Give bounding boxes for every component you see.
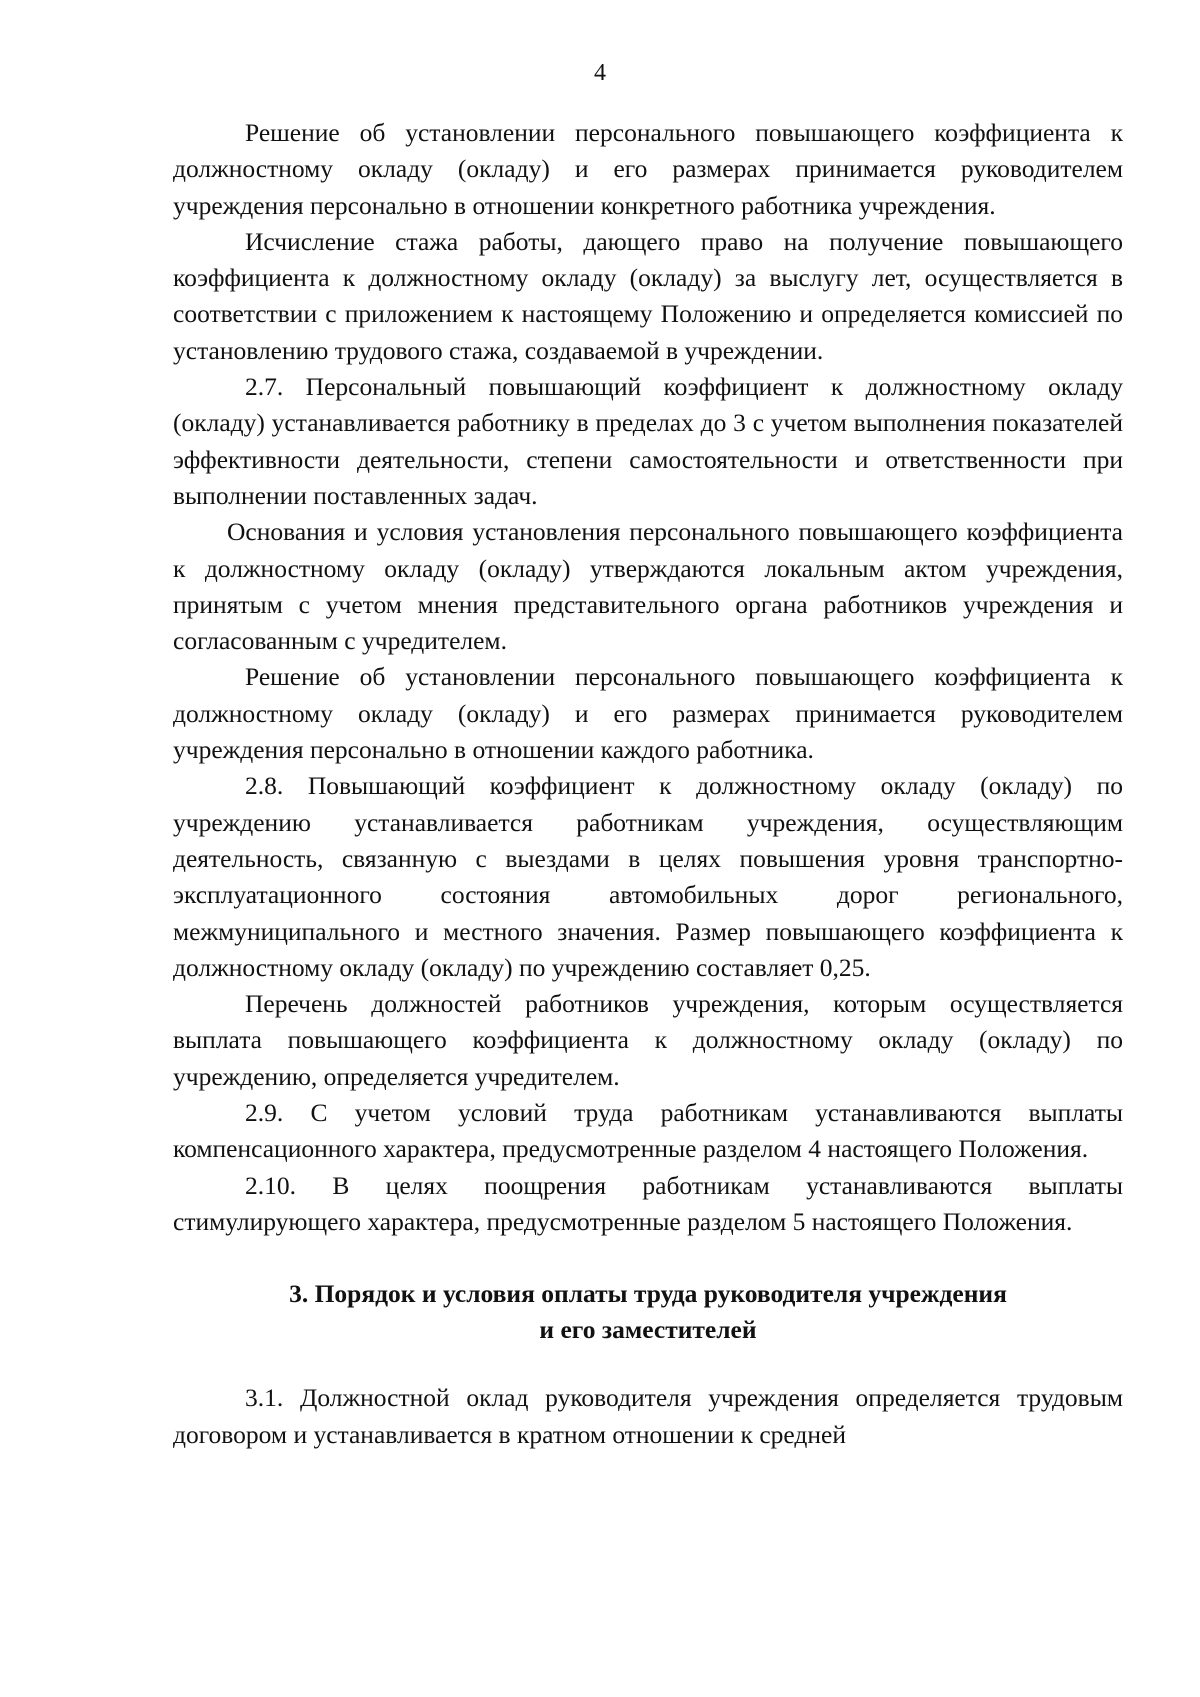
section-3-heading-line-2: и его заместителей <box>539 1315 757 1345</box>
paragraph-decision-each-worker: Решение об установлении персонального повышающего коэффициента к должностному окладу (окладу) и его размерах принимается руководителем учреждения персонально в отношении каждого работника. <box>173 662 1123 765</box>
page-number: 4 <box>594 60 606 86</box>
paragraph-2-8: 2.8. Повышающий коэффициент к должностному окладу (окладу) по учреждению устанавливается работникам учреждения, осуществляющим деятельность, связанную с выездами в целях повышения уровня транспортно-эксплуатационного состояния автомобильных дорог регионального, межмуниципального и местного значения. Размер повышающего коэффициента к должностному окладу (окладу) по учреждению составляет 0,25. <box>173 771 1123 982</box>
document-body <box>173 115 1123 1453</box>
paragraph-seniority-calculation: Исчисление стажа работы, дающего право на получение повышающего коэффициента к должностному окладу (окладу) за выслугу лет, осуществляется в соответствии с приложением к настоящему Положению и определяется комиссией по установлению трудового стажа, создаваемой в учреждении. <box>173 226 1123 365</box>
paragraph-positions-list: Перечень должностей работников учреждения, которым осуществляется выплата повышающего коэффициента к должностному окладу (окладу) по учреждению, определяется учредителем. <box>173 989 1123 1091</box>
section-3-heading-line-1: 3. Порядок и условия оплаты труда руководителя учреждения <box>289 1279 1007 1309</box>
paragraph-2-9: 2.9. С учетом условий труда работникам устанавливаются выплаты компенсационного характера, предусмотренные разделом 4 настоящего Положения. <box>173 1098 1123 1164</box>
paragraph-2-7: 2.7. Персональный повышающий коэффициент к должностному окладу (окладу) устанавливается работнику в пределах до 3 с учетом выполнения показателей эффективности деятельности, степени самостоятельности и ответственности при выполнении поставленных задач. <box>173 372 1123 510</box>
paragraph-2-10: 2.10. В целях поощрения работникам устанавливаются выплаты стимулирующего характера, предусмотренные разделом 5 настоящего Положения. <box>173 1170 1123 1236</box>
paragraph-3-1: 3.1. Должностной оклад руководителя учреждения определяется трудовым договором и устанавливается в кратном отношении к средней <box>173 1383 1123 1449</box>
paragraph-decision-personal-coefficient: Решение об установлении персонального повышающего коэффициента к должностному окладу (окладу) и его размерах принимается руководителем учреждения персонально в отношении конкретного работника учреждения. <box>173 118 1123 220</box>
section-3-heading <box>173 1276 1123 1348</box>
paragraph-grounds-and-conditions: Основания и условия установления персонального повышающего коэффициента к должностному окладу (окладу) утверждаются локальным актом учреждения, принятым с учетом мнения представительного органа работников учреждения и согласованным с учредителем. <box>173 517 1123 656</box>
